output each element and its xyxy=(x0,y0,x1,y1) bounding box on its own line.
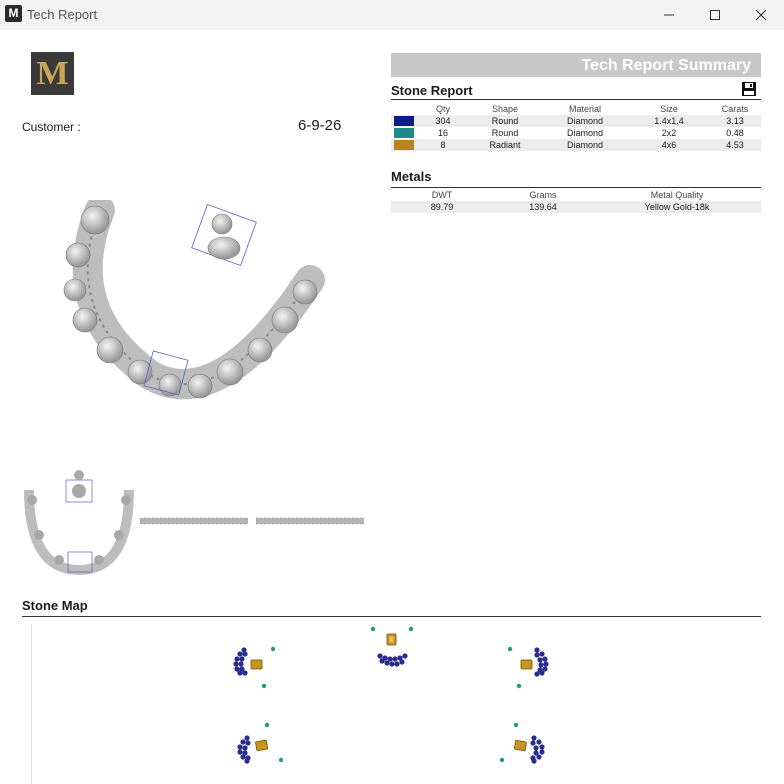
stone-cluster-mid-left xyxy=(233,647,275,688)
save-icon[interactable] xyxy=(741,81,757,97)
stone-report-table xyxy=(391,103,761,151)
stone-map-divider xyxy=(22,616,761,617)
table-row xyxy=(391,115,761,127)
summary-header-bar xyxy=(391,53,761,77)
stone-cluster-top-center xyxy=(371,627,413,667)
material-cell: Diamond xyxy=(541,115,629,127)
necklace-thumbnail-front[interactable] xyxy=(24,465,134,577)
column-header-size: Size xyxy=(660,104,678,114)
necklace-thumbnail-top[interactable] xyxy=(256,515,364,527)
material-cell: Diamond xyxy=(566,128,604,138)
window-title: Tech Report xyxy=(27,7,98,22)
carats-cell: 0.48 xyxy=(726,128,744,138)
necklace-render-main xyxy=(60,200,350,420)
stone-map-title: Stone Map xyxy=(22,598,88,613)
close-button[interactable] xyxy=(738,0,784,30)
customer-label: Customer : xyxy=(22,120,81,134)
column-header-color xyxy=(391,103,417,115)
material-cell: Diamond xyxy=(541,139,629,151)
summary-title: Tech Report Summary xyxy=(581,57,751,74)
logo-letter: M xyxy=(36,54,69,92)
stone-color-swatch xyxy=(394,116,414,126)
table-row xyxy=(391,127,761,139)
title-bar xyxy=(0,0,784,30)
dwt-cell: 89.79 xyxy=(391,201,493,213)
minimize-icon xyxy=(663,9,675,21)
qty-cell: 8 xyxy=(417,139,469,151)
carats-cell: 3.13 xyxy=(709,115,761,127)
column-header-metal-quality: Metal Quality xyxy=(650,190,704,200)
stone-cluster-bottom-left xyxy=(237,723,283,764)
shape-cell: Round xyxy=(469,115,541,127)
stone-report-header-row xyxy=(391,103,761,115)
column-header-qty: Qty xyxy=(435,104,450,114)
table-row xyxy=(391,201,761,213)
color-swatch-cell xyxy=(391,139,417,151)
minimize-button[interactable] xyxy=(646,0,692,30)
metals-title: Metals xyxy=(391,169,432,184)
app-icon: M xyxy=(5,5,22,22)
carats-cell: 4.53 xyxy=(709,139,761,151)
qty-cell: 304 xyxy=(417,115,469,127)
stone-report-title: Stone Report xyxy=(391,83,473,98)
close-icon xyxy=(755,9,767,21)
stone-report-divider xyxy=(391,99,761,100)
color-swatch-cell xyxy=(391,115,417,127)
stone-color-swatch xyxy=(394,140,414,150)
size-cell: 4x6 xyxy=(629,139,709,151)
stone-cluster-mid-right xyxy=(508,647,549,688)
size-cell: 1.4x1.4 xyxy=(629,115,709,127)
maximize-button[interactable] xyxy=(692,0,738,30)
column-header-dwt: DWT xyxy=(431,190,453,200)
customer-value: 6-9-26 xyxy=(298,117,342,134)
metal-quality-cell: Yellow Gold-18k xyxy=(593,201,761,213)
necklace-thumbnail-side[interactable] xyxy=(140,515,248,527)
size-cell: 2x2 xyxy=(661,128,677,138)
column-header-carats: Carats xyxy=(721,104,749,114)
color-swatch-cell xyxy=(391,127,417,139)
metals-header-row xyxy=(391,189,761,201)
column-header-material: Material xyxy=(568,104,601,114)
stone-color-swatch xyxy=(394,128,414,138)
column-header-grams: Grams xyxy=(529,190,557,200)
company-logo xyxy=(31,52,74,95)
metals-table xyxy=(391,189,761,213)
metals-divider xyxy=(391,187,761,188)
qty-cell: 16 xyxy=(437,128,448,138)
grams-cell: 139.64 xyxy=(493,201,593,213)
maximize-icon xyxy=(709,9,721,21)
table-row xyxy=(391,139,761,151)
shape-cell: Radiant xyxy=(469,139,541,151)
shape-cell: Round xyxy=(491,128,519,138)
stone-cluster-bottom-right xyxy=(500,723,545,764)
column-header-shape: Shape xyxy=(491,104,519,114)
stone-map-canvas xyxy=(0,618,784,784)
